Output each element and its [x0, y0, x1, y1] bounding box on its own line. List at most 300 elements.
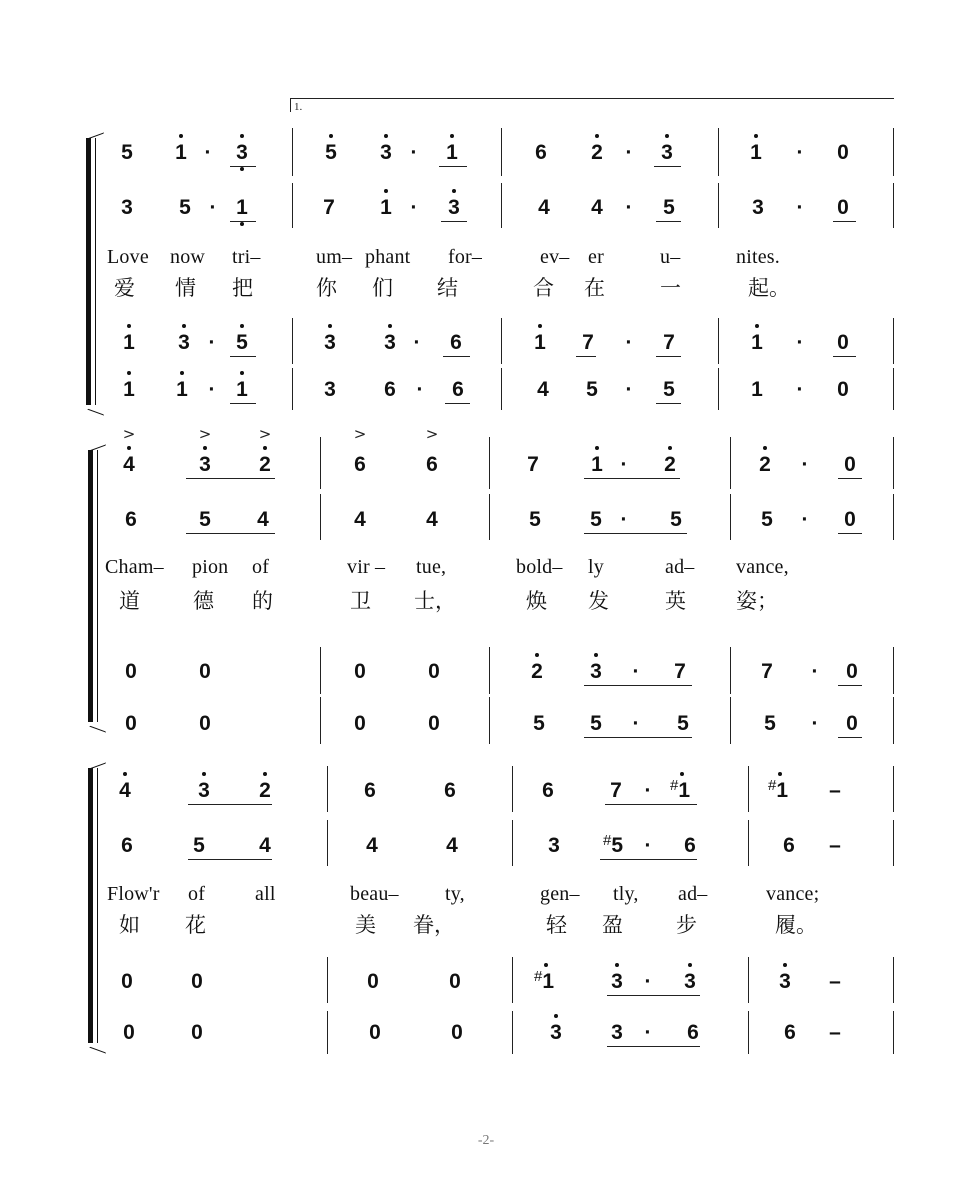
sharp-note — [670, 779, 690, 805]
barline — [320, 437, 321, 489]
note: 2 — [591, 141, 603, 164]
barline — [327, 1011, 328, 1054]
augmentation-dot: · — [796, 141, 804, 164]
note: 6 — [384, 378, 396, 401]
note: 1 — [236, 196, 248, 219]
barline — [292, 128, 293, 176]
note: 7 — [761, 660, 773, 683]
barline — [730, 697, 731, 744]
octave-dot-high — [127, 324, 131, 328]
barline — [320, 647, 321, 694]
note: 6 — [125, 508, 137, 531]
octave-dot-high — [384, 189, 388, 193]
barline — [893, 647, 894, 694]
underline-beam — [439, 166, 467, 167]
note: 7 — [323, 196, 335, 219]
octave-dot-high — [263, 446, 267, 450]
note: 4 — [537, 378, 549, 401]
barline — [489, 697, 490, 744]
note: 1 — [123, 378, 135, 401]
lyric-chinese: 美 — [355, 913, 376, 937]
octave-dot-high — [328, 324, 332, 328]
octave-dot-high — [240, 371, 244, 375]
augmentation-dot: · — [632, 660, 640, 683]
note-digit: 5 — [611, 834, 624, 857]
note: 3 — [380, 141, 392, 164]
octave-dot-high — [668, 446, 672, 450]
note: 0 — [125, 660, 137, 683]
sharp-note — [603, 834, 623, 860]
barline — [893, 957, 894, 1003]
note: 3 — [384, 331, 396, 354]
extension-dash: – — [829, 779, 841, 802]
note: 3 — [324, 378, 336, 401]
lyric-chinese: 盈 — [602, 913, 623, 937]
augmentation-dot: · — [644, 1021, 652, 1044]
note: 0 — [191, 970, 203, 993]
lyric-chinese: 步 — [676, 913, 697, 937]
note: 0 — [354, 660, 366, 683]
note: 3 — [590, 660, 602, 683]
note: 7 — [674, 660, 686, 683]
note: 4 — [123, 453, 135, 476]
note: 5 — [325, 141, 337, 164]
lyric-chinese: 爱 — [114, 276, 135, 300]
underline-beam — [605, 804, 697, 805]
note: 5 — [764, 712, 776, 735]
underline-beam — [230, 356, 256, 357]
octave-dot-high — [595, 134, 599, 138]
augmentation-dot: · — [644, 970, 652, 993]
octave-dot-high — [388, 324, 392, 328]
sharp-sign: # — [534, 968, 543, 985]
note: 6 — [121, 834, 133, 857]
note: 3 — [752, 196, 764, 219]
note: 6 — [450, 331, 462, 354]
barline — [748, 766, 749, 812]
lyric-chinese: 轻 — [546, 913, 567, 937]
underline-beam — [230, 166, 256, 167]
augmentation-dot: · — [410, 196, 418, 219]
underline-beam — [188, 859, 272, 860]
note: 0 — [846, 712, 858, 735]
octave-dot-high — [544, 963, 548, 967]
lyric-english: tly, — [613, 883, 639, 905]
note: 2 — [664, 453, 676, 476]
note: 0 — [837, 378, 849, 401]
note: 0 — [199, 712, 211, 735]
barline — [489, 437, 490, 489]
note: 5 — [663, 378, 675, 401]
lyric-chinese: 姿； — [736, 589, 778, 613]
barline — [501, 368, 502, 410]
lyric-english: Flow'r — [107, 883, 160, 905]
barline — [748, 1011, 749, 1054]
note: 0 — [428, 712, 440, 735]
accent-mark: > — [198, 425, 212, 443]
lyric-chinese: 情 — [175, 276, 196, 300]
augmentation-dot: · — [625, 141, 633, 164]
note: 2 — [259, 453, 271, 476]
note: 0 — [199, 660, 211, 683]
note-digit: 1 — [542, 970, 555, 993]
octave-dot-high — [450, 134, 454, 138]
augmentation-dot: · — [416, 378, 424, 401]
barline — [718, 318, 719, 364]
barline — [489, 494, 490, 540]
system-bracket — [88, 450, 93, 722]
barline — [748, 957, 749, 1003]
note: 0 — [844, 453, 856, 476]
note: 1 — [751, 378, 763, 401]
barline — [748, 820, 749, 866]
underline-beam — [230, 403, 256, 404]
lyric-english: ad– — [678, 883, 708, 905]
note-digit: 1 — [776, 779, 789, 802]
lyric-english: for– — [448, 246, 483, 268]
note: 4 — [446, 834, 458, 857]
barline — [893, 183, 894, 228]
bracket-curl-bottom — [89, 1034, 111, 1053]
lyric-english: tri– — [232, 246, 261, 268]
note: 1 — [750, 141, 762, 164]
barline — [893, 128, 894, 176]
barline — [893, 766, 894, 812]
octave-dot-high — [755, 324, 759, 328]
underline-beam — [576, 356, 596, 357]
note: 3 — [611, 970, 623, 993]
lyric-english: vance, — [736, 556, 789, 578]
augmentation-dot: · — [620, 453, 628, 476]
note: 0 — [123, 1021, 135, 1044]
octave-dot-low — [240, 222, 244, 226]
underline-beam — [607, 1046, 700, 1047]
octave-dot-high — [179, 134, 183, 138]
octave-dot-high — [754, 134, 758, 138]
system-bracket — [86, 138, 91, 405]
octave-dot-high — [182, 324, 186, 328]
lyric-chinese: 合 — [533, 276, 554, 300]
note: 5 — [193, 834, 205, 857]
underline-beam — [584, 737, 692, 738]
lyric-chinese: 的 — [252, 589, 273, 613]
underline-beam — [654, 166, 681, 167]
barline — [893, 697, 894, 744]
note: 6 — [687, 1021, 699, 1044]
barline — [292, 368, 293, 410]
note-digit: 1 — [678, 779, 691, 802]
octave-dot-high — [665, 134, 669, 138]
note: 0 — [367, 970, 379, 993]
octave-dot-high — [127, 371, 131, 375]
lyric-english: um– — [316, 246, 353, 268]
lyric-chinese: 你 — [316, 276, 337, 300]
note: 6 — [684, 834, 696, 857]
augmentation-dot: · — [644, 779, 652, 802]
system-bracket-line — [97, 450, 98, 722]
barline — [327, 766, 328, 812]
note: 0 — [837, 331, 849, 354]
augmentation-dot: · — [632, 712, 640, 735]
lyric-chinese: 花 — [185, 913, 206, 937]
note: 4 — [257, 508, 269, 531]
underline-beam — [600, 859, 697, 860]
note: 1 — [446, 141, 458, 164]
lyric-english: all — [255, 883, 276, 905]
sharp-note — [768, 779, 788, 805]
note: 1 — [751, 331, 763, 354]
note: 3 — [324, 331, 336, 354]
note: 4 — [426, 508, 438, 531]
note: 6 — [535, 141, 547, 164]
note: 1 — [534, 331, 546, 354]
augmentation-dot: · — [811, 660, 819, 683]
note: 1 — [380, 196, 392, 219]
lyric-english: Love — [107, 246, 149, 268]
augmentation-dot: · — [208, 331, 216, 354]
underline-beam — [838, 478, 862, 479]
note: 3 — [661, 141, 673, 164]
note: 5 — [199, 508, 211, 531]
lyric-english: bold– — [516, 556, 563, 578]
underline-beam — [186, 533, 275, 534]
lyric-english: beau– — [350, 883, 399, 905]
octave-dot-high — [180, 371, 184, 375]
octave-dot-high — [594, 653, 598, 657]
lyric-chinese: 在 — [584, 276, 605, 300]
extension-dash: – — [829, 1021, 841, 1044]
lyric-english: vance; — [766, 883, 820, 905]
system-bracket-line — [97, 768, 98, 1043]
note: 1 — [176, 378, 188, 401]
underline-beam — [443, 356, 470, 357]
lyric-english: now — [170, 246, 206, 268]
augmentation-dot: · — [644, 834, 652, 857]
note: 5 — [529, 508, 541, 531]
bracket-curl-top — [89, 444, 111, 463]
note: 3 — [611, 1021, 623, 1044]
note: 0 — [125, 712, 137, 735]
octave-dot-high — [263, 772, 267, 776]
note: 4 — [119, 779, 131, 802]
underline-beam — [584, 685, 692, 686]
octave-dot-high — [778, 772, 782, 776]
note: 5 — [663, 196, 675, 219]
barline — [327, 820, 328, 866]
augmentation-dot: · — [796, 196, 804, 219]
bracket-curl-bottom — [87, 396, 109, 415]
barline — [292, 318, 293, 364]
lyric-chinese: 们 — [372, 276, 393, 300]
lyric-english: ly — [588, 556, 604, 578]
underline-beam — [656, 221, 681, 222]
volta-bracket-tick — [290, 98, 291, 112]
note: 0 — [121, 970, 133, 993]
lyric-chinese: 焕 — [526, 589, 547, 613]
lyric-english: Cham– — [105, 556, 164, 578]
augmentation-dot: · — [209, 196, 217, 219]
augmentation-dot: · — [625, 378, 633, 401]
note: 1 — [236, 378, 248, 401]
note: 3 — [199, 453, 211, 476]
augmentation-dot: · — [204, 141, 212, 164]
note: 3 — [236, 141, 248, 164]
note: 6 — [783, 834, 795, 857]
note: 0 — [449, 970, 461, 993]
note: 2 — [759, 453, 771, 476]
note: 3 — [548, 834, 560, 857]
augmentation-dot: · — [811, 712, 819, 735]
note: 7 — [663, 331, 675, 354]
note: 6 — [784, 1021, 796, 1044]
note: 6 — [444, 779, 456, 802]
octave-dot-high — [763, 446, 767, 450]
note: 7 — [610, 779, 622, 802]
note: 2 — [531, 660, 543, 683]
octave-dot-high — [535, 653, 539, 657]
note: 3 — [550, 1021, 562, 1044]
note: 0 — [844, 508, 856, 531]
lyric-english: tue, — [416, 556, 447, 578]
note: 5 — [670, 508, 682, 531]
lyric-english: pion — [192, 556, 229, 578]
note: 0 — [191, 1021, 203, 1044]
note: 4 — [259, 834, 271, 857]
barline — [512, 820, 513, 866]
note: 6 — [364, 779, 376, 802]
note: 1 — [591, 453, 603, 476]
augmentation-dot: · — [208, 378, 216, 401]
note: 5 — [761, 508, 773, 531]
note: 0 — [837, 196, 849, 219]
barline — [320, 494, 321, 540]
barline — [320, 697, 321, 744]
note: 0 — [837, 141, 849, 164]
system-bracket-line — [95, 138, 96, 405]
barline — [893, 437, 894, 489]
octave-dot-high — [615, 963, 619, 967]
barline — [501, 183, 502, 228]
note: 6 — [542, 779, 554, 802]
augmentation-dot: · — [413, 331, 421, 354]
barline — [718, 128, 719, 176]
octave-dot-high — [123, 772, 127, 776]
barline — [718, 183, 719, 228]
barline — [893, 494, 894, 540]
sharp-sign: # — [768, 777, 777, 794]
barline — [512, 1011, 513, 1054]
note: 1 — [175, 141, 187, 164]
page-number: -2- — [477, 1133, 495, 1148]
note: 5 — [236, 331, 248, 354]
barline — [730, 647, 731, 694]
octave-dot-high — [240, 324, 244, 328]
lyric-chinese: 英 — [665, 589, 686, 613]
note: 0 — [846, 660, 858, 683]
sharp-sign: # — [670, 777, 679, 794]
underline-beam — [656, 403, 681, 404]
octave-dot-high — [384, 134, 388, 138]
note: 0 — [428, 660, 440, 683]
note: 5 — [179, 196, 191, 219]
lyric-english: vir – — [347, 556, 386, 578]
augmentation-dot: · — [625, 331, 633, 354]
note: 1 — [123, 331, 135, 354]
barline — [730, 437, 731, 489]
note: 3 — [198, 779, 210, 802]
barline — [512, 957, 513, 1003]
octave-dot-high — [688, 963, 692, 967]
lyric-chinese: 起。 — [748, 276, 790, 300]
octave-dot-high — [538, 324, 542, 328]
barline — [292, 183, 293, 228]
lyric-chinese: 卫 — [350, 589, 371, 613]
octave-dot-high — [127, 446, 131, 450]
underline-beam — [230, 221, 256, 222]
bracket-curl-top — [87, 132, 109, 151]
underline-beam — [188, 804, 272, 805]
augmentation-dot: · — [620, 508, 628, 531]
system-bracket — [88, 768, 93, 1043]
underline-beam — [584, 478, 680, 479]
note: 2 — [259, 779, 271, 802]
note: 6 — [354, 453, 366, 476]
underline-beam — [186, 478, 275, 479]
underline-beam — [838, 685, 862, 686]
note: 4 — [354, 508, 366, 531]
barline — [893, 820, 894, 866]
note: 3 — [121, 196, 133, 219]
note: 5 — [121, 141, 133, 164]
accent-mark: > — [353, 425, 367, 443]
extension-dash: – — [829, 834, 841, 857]
underline-beam — [584, 533, 687, 534]
lyric-chinese: 结 — [437, 276, 458, 300]
octave-dot-high — [680, 772, 684, 776]
octave-dot-low — [240, 167, 244, 171]
barline — [730, 494, 731, 540]
note: 7 — [527, 453, 539, 476]
bracket-curl-top — [89, 762, 111, 781]
accent-mark: > — [258, 425, 272, 443]
augmentation-dot: · — [796, 331, 804, 354]
underline-beam — [833, 356, 856, 357]
augmentation-dot: · — [410, 141, 418, 164]
note: 0 — [354, 712, 366, 735]
barline — [893, 368, 894, 410]
augmentation-dot: · — [801, 508, 809, 531]
note: 4 — [366, 834, 378, 857]
barline — [501, 128, 502, 176]
barline — [327, 957, 328, 1003]
lyric-chinese: 如 — [119, 913, 140, 937]
underline-beam — [656, 356, 681, 357]
barline — [893, 318, 894, 364]
note: 5 — [677, 712, 689, 735]
note: 5 — [590, 508, 602, 531]
augmentation-dot: · — [796, 378, 804, 401]
note: 7 — [582, 331, 594, 354]
underline-beam — [838, 737, 862, 738]
lyric-english: ad– — [665, 556, 695, 578]
lyric-english: ev– — [540, 246, 570, 268]
note: 6 — [452, 378, 464, 401]
bracket-curl-bottom — [89, 713, 111, 732]
octave-dot-high — [452, 189, 456, 193]
lyric-chinese: 履。 — [775, 913, 817, 937]
note: 3 — [178, 331, 190, 354]
volta-bracket-line — [290, 98, 894, 99]
